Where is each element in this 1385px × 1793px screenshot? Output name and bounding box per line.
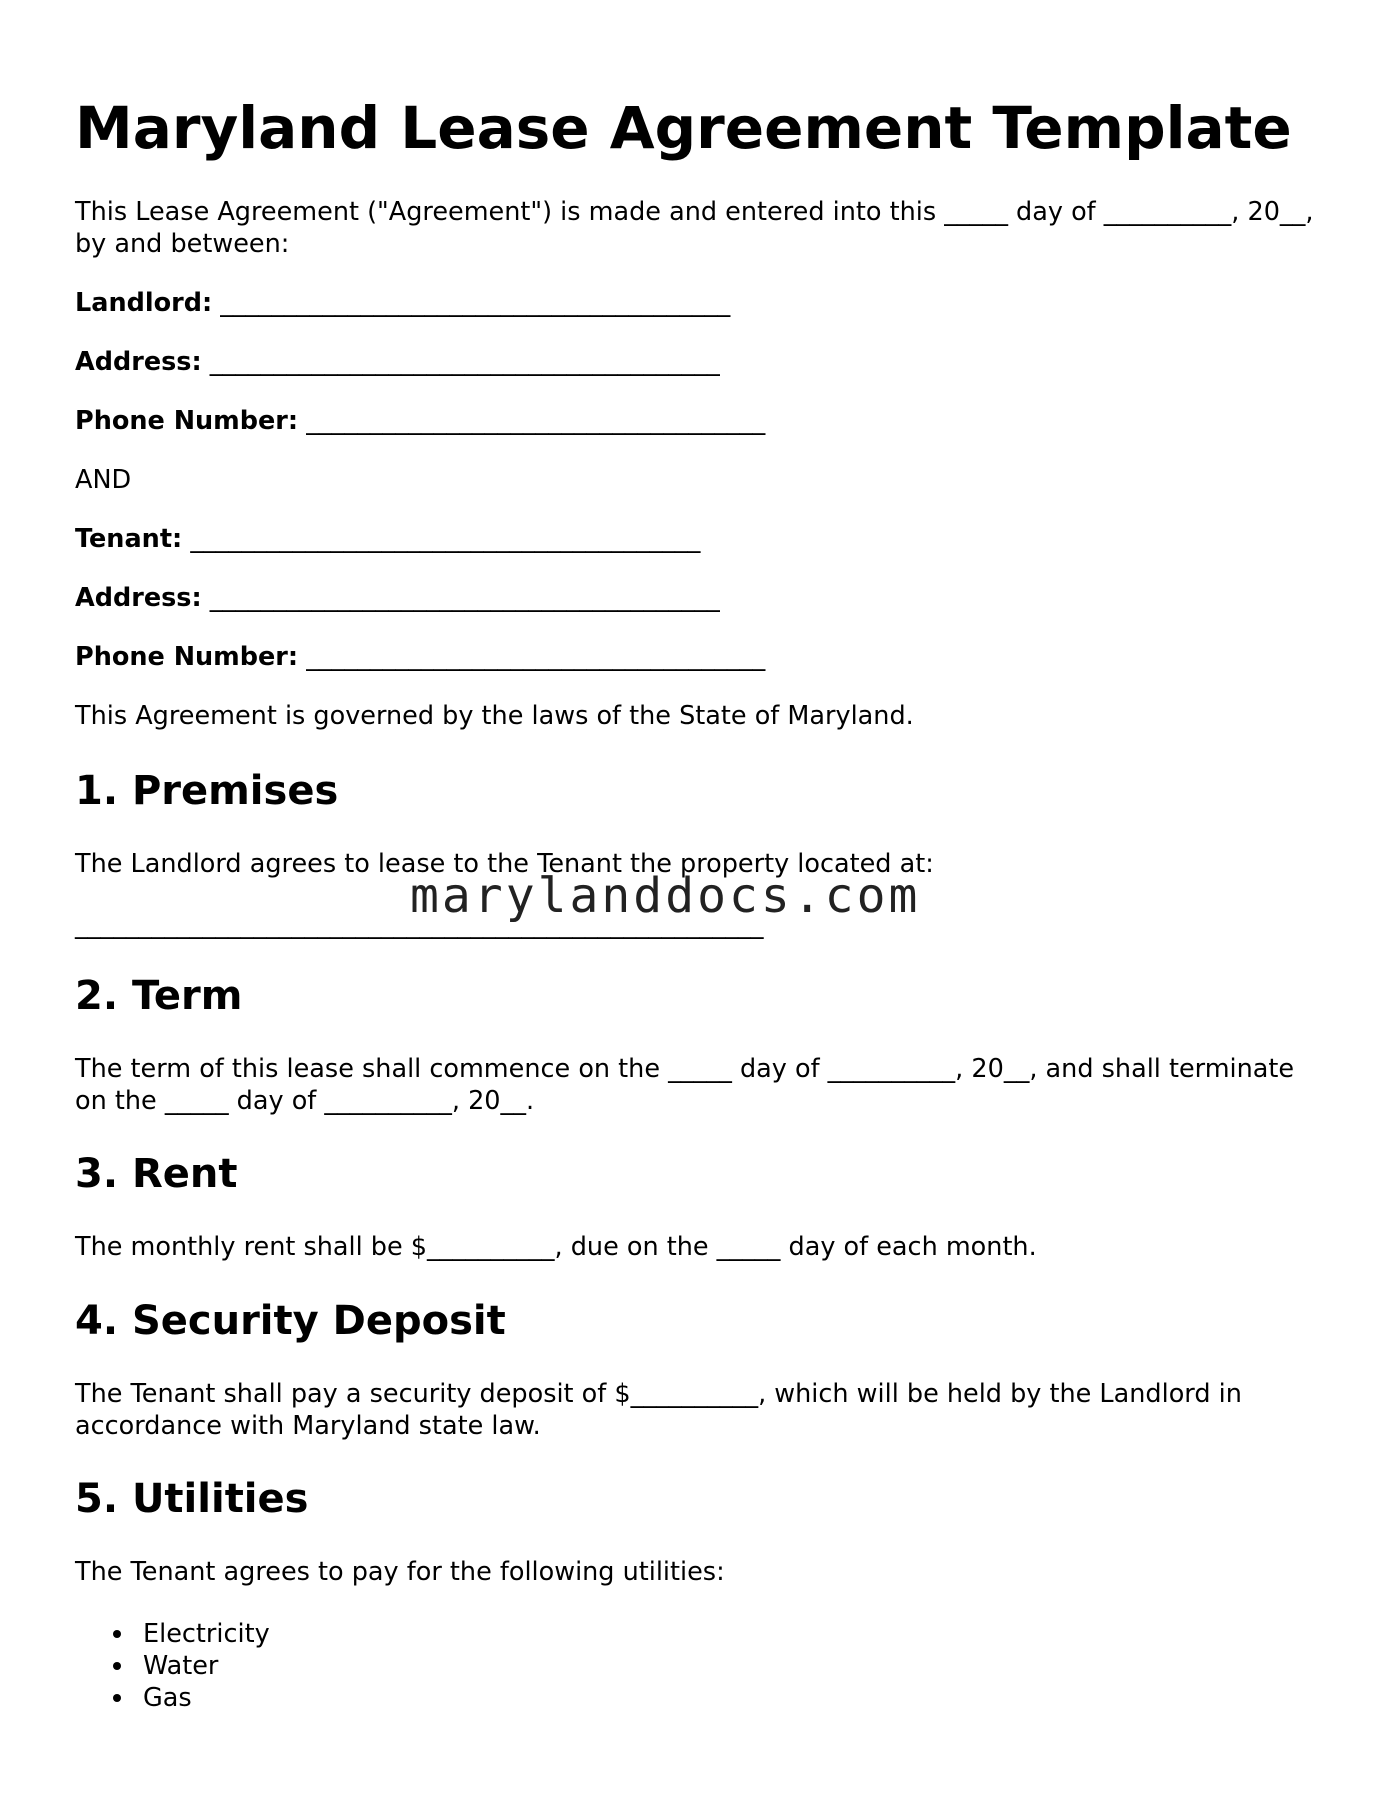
landlord-address-blank: ________________________________________: [209, 347, 720, 377]
tenant-name-label: Tenant:: [75, 524, 183, 554]
governing-law-text: This Agreement is governed by the laws of the State of Maryland.: [75, 701, 914, 731]
landlord-name-field: [75, 287, 730, 319]
tenant-phone-label: Phone Number:: [75, 642, 299, 672]
utilities-list: [75, 1618, 270, 1714]
tenant-name-field: [75, 523, 700, 555]
tenant-phone-blank: ____________________________________: [306, 642, 766, 672]
intro-paragraph: This Lease Agreement ("Agreement") is made and entered into this _____ day of __________, 20__, by and between:: [75, 197, 1314, 259]
rent-heading: 3. Rent: [75, 1151, 238, 1197]
watermark: marylanddocs.com: [410, 868, 921, 924]
bullet-icon: [113, 1630, 121, 1638]
landlord-phone-field: [75, 405, 765, 437]
tenant-name-blank: ________________________________________: [190, 524, 701, 554]
premises-address-blank: ______________________________________________________: [75, 910, 764, 940]
premises-heading: 1. Premises: [75, 768, 339, 814]
landlord-phone-label: Phone Number:: [75, 406, 299, 436]
landlord-name-blank: ________________________________________: [220, 288, 731, 318]
utilities-heading: 5. Utilities: [75, 1476, 309, 1522]
and-separator: AND: [75, 465, 132, 495]
security-deposit-heading: 4. Security Deposit: [75, 1298, 506, 1344]
tenant-address-blank: ________________________________________: [209, 583, 720, 613]
bullet-icon: [113, 1662, 121, 1670]
security-deposit-text: The Tenant shall pay a security deposit of $__________, which will be held by the Landlord in accordance with Maryland state law.: [75, 1379, 1242, 1441]
landlord-name-label: Landlord:: [75, 288, 213, 318]
landlord-phone-blank: ____________________________________: [306, 406, 766, 436]
list-item: [143, 1650, 270, 1682]
tenant-address-label: Address:: [75, 583, 202, 613]
term-heading: 2. Term: [75, 973, 243, 1019]
list-item: [143, 1618, 270, 1650]
term-text: The term of this lease shall commence on the _____ day of __________, 20__, and shall terminate on the _____ day of __________, 20__.: [75, 1054, 1295, 1116]
bullet-icon: [113, 1694, 121, 1702]
document-title: Maryland Lease Agreement Template: [75, 94, 1292, 162]
tenant-address-field: [75, 582, 720, 614]
utility-water: Water: [143, 1651, 219, 1681]
utility-gas: Gas: [143, 1683, 192, 1713]
list-item: [143, 1682, 270, 1714]
landlord-address-label: Address:: [75, 347, 202, 377]
utility-electricity: Electricity: [143, 1619, 270, 1649]
tenant-phone-field: [75, 641, 765, 673]
utilities-text: The Tenant agrees to pay for the following utilities:: [75, 1557, 725, 1587]
premises-text: The Landlord agrees to lease to the Tenant the property located at:: [75, 849, 934, 879]
rent-text: The monthly rent shall be $__________, due on the _____ day of each month.: [75, 1232, 1037, 1262]
landlord-address-field: [75, 346, 720, 378]
